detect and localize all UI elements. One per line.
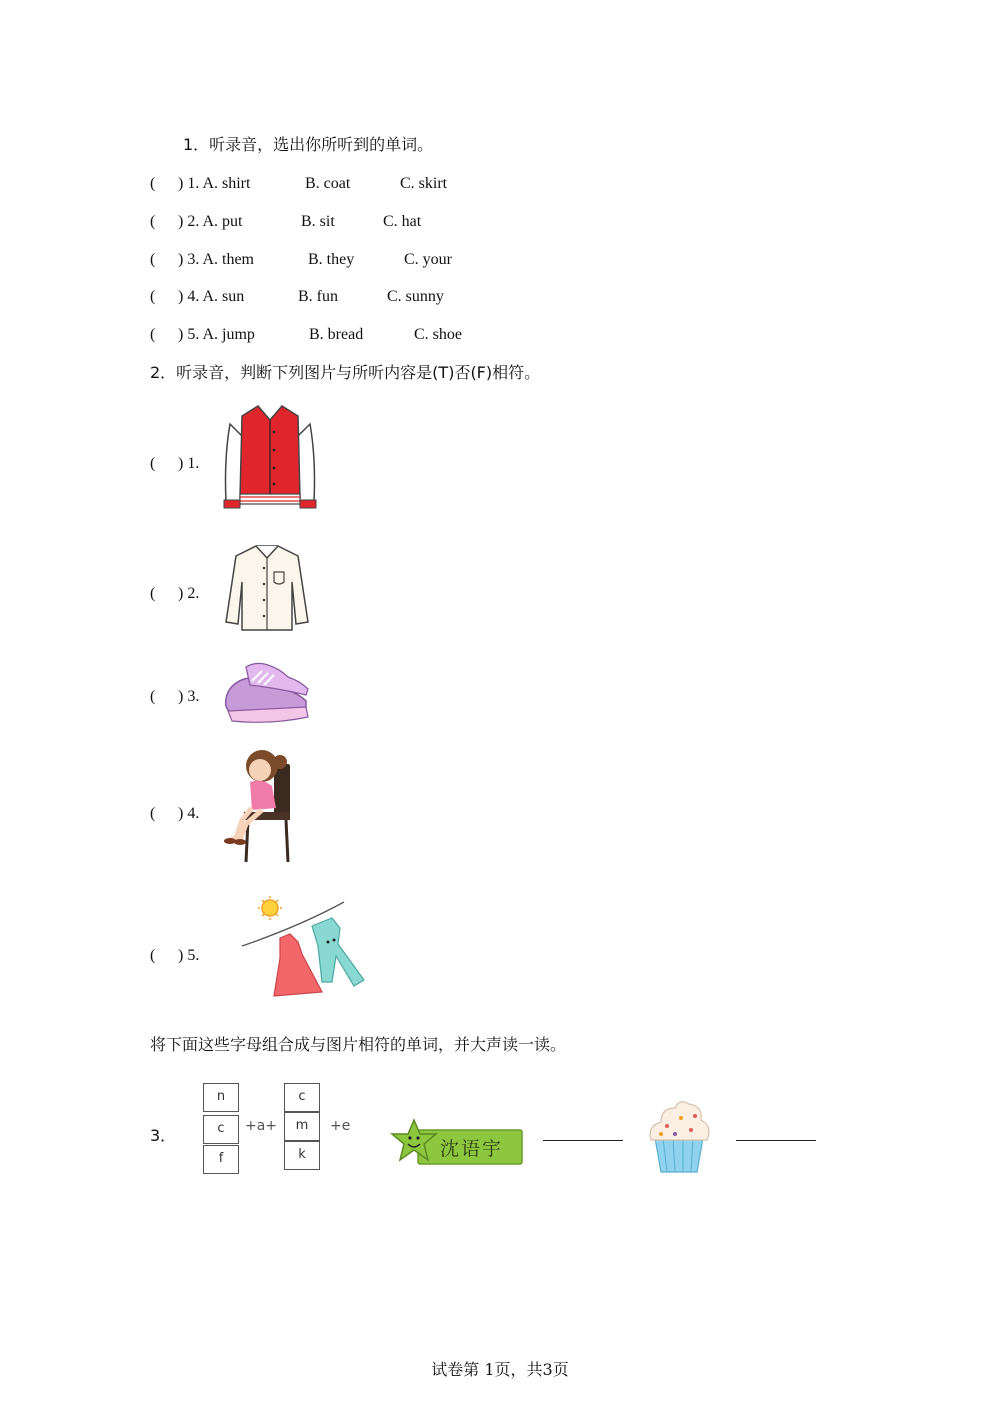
question-number: ) 3. (178, 688, 200, 705)
answer-paren[interactable]: ( (150, 455, 156, 472)
option-a: ) 5. A. jump (178, 326, 255, 343)
plus-e-sign: +e (330, 1118, 351, 1134)
answer-paren[interactable]: ( (150, 251, 156, 268)
option-b: B. coat (305, 175, 351, 192)
option-b: B. they (308, 251, 355, 268)
clothesline-icon (240, 896, 370, 1000)
letter-tile: k (284, 1141, 320, 1170)
list-item (0, 325, 1000, 345)
list-item (0, 250, 1000, 270)
letter-tile: n (203, 1083, 239, 1112)
badge-text: 沈语宇 (440, 1138, 504, 1160)
plus-a-sign: +a+ (245, 1118, 278, 1134)
answer-paren[interactable]: ( (150, 947, 156, 964)
option-a: ) 4. A. sun (178, 288, 245, 305)
answer-paren[interactable]: ( (150, 326, 156, 343)
question-number: ) 2. (178, 585, 200, 602)
option-b: B. bread (309, 326, 364, 343)
list-item (0, 212, 1000, 232)
option-c: C. skirt (400, 175, 448, 192)
white-shirt-icon (222, 542, 312, 634)
option-c: C. sunny (387, 288, 444, 305)
cupcake-icon (645, 1096, 713, 1174)
letter-tile: f (203, 1145, 239, 1174)
star-badge (388, 1114, 524, 1174)
question-number: 3． (150, 1126, 177, 1145)
answer-paren[interactable]: ( (150, 688, 156, 705)
girl-sitting-icon (222, 746, 296, 866)
answer-paren[interactable]: ( (150, 288, 156, 305)
option-a: ) 3. A. them (178, 251, 254, 268)
red-jacket-icon (222, 398, 318, 514)
option-c: C. hat (383, 213, 422, 230)
list-item (0, 287, 1000, 307)
section1-heading: 1．听录音，选出你所听到的单词。 (183, 135, 434, 154)
answer-paren[interactable]: ( (150, 175, 156, 192)
question-number: ) 5. (178, 947, 200, 964)
page-footer: 试卷第 1页，共3页 (431, 1360, 569, 1379)
answer-paren[interactable]: ( (150, 805, 156, 822)
letter-tile: c (284, 1083, 320, 1112)
option-a: ) 1. A. shirt (178, 175, 251, 192)
option-b: B. sit (301, 213, 335, 230)
list-item (0, 174, 1000, 194)
answer-paren[interactable]: ( (150, 213, 156, 230)
section2-heading: 2．听录音，判断下列图片与所听内容是(T)否(F)相符。 (150, 363, 541, 382)
option-c: C. your (404, 251, 452, 268)
option-b: B. fun (298, 288, 338, 305)
answer-blank[interactable] (736, 1140, 816, 1141)
option-a: ) 2. A. put (178, 213, 243, 230)
option-c: C. shoe (414, 326, 462, 343)
letter-tile: c (203, 1115, 239, 1144)
sneakers-icon (222, 655, 312, 725)
answer-paren[interactable]: ( (150, 585, 156, 602)
question-number: ) 4. (178, 805, 200, 822)
question-number: ) 1. (178, 455, 200, 472)
letter-tile: m (284, 1112, 320, 1141)
answer-blank[interactable] (543, 1140, 623, 1141)
section3-instruction: 将下面这些字母组合成与图片相符的单词，并大声读一读。 (150, 1035, 567, 1054)
